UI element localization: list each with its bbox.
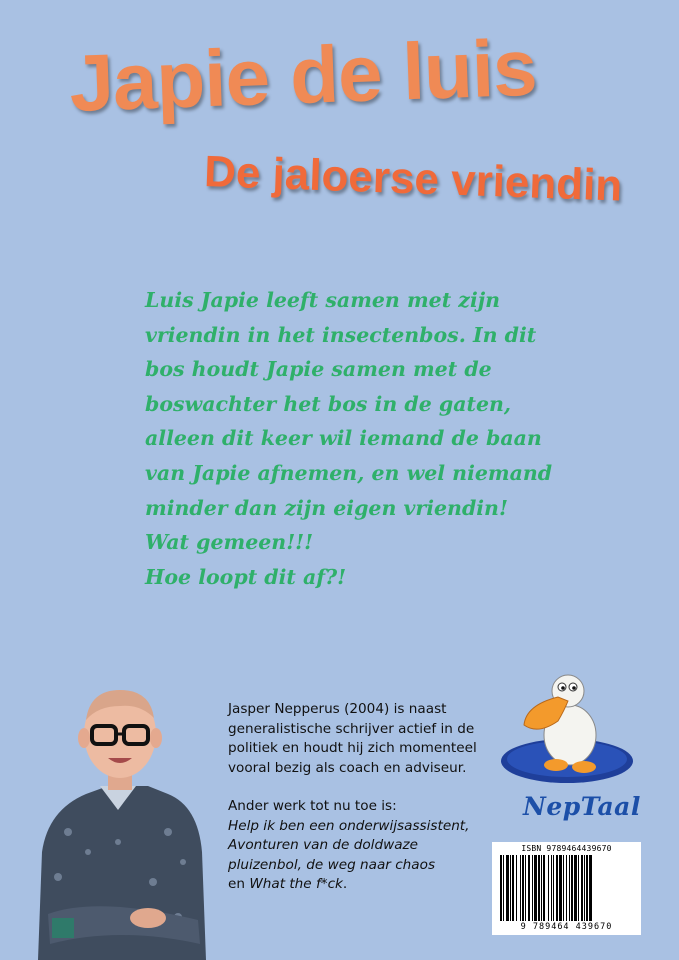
works-line: [228, 875, 469, 895]
blurb-line: Wat gemeen!!!: [145, 530, 314, 555]
blurb-line: van Japie afnemen, en wel niemand: [145, 460, 553, 485]
blurb-line: bos houdt Japie samen met de: [145, 357, 492, 382]
blurb-line: boswachter het bos in de gaten,: [145, 391, 512, 416]
blurb-line: alleen dit keer wil iemand de baan: [145, 426, 542, 451]
barcode-icon: [500, 855, 633, 921]
isbn-label: ISBN 9789464439670: [521, 844, 612, 853]
blurb-text: [145, 283, 565, 594]
blurb-line: vriendin in het insectenbos. In dit: [145, 322, 537, 347]
other-works: [228, 797, 469, 895]
works-line: Help ik ben een onderwijsassistent,: [228, 817, 470, 834]
publisher-name: NepTaal: [523, 792, 641, 821]
works-suffix: .: [342, 876, 348, 892]
barcode-number: 9 789464 439670: [520, 922, 613, 932]
author-bio: [228, 700, 477, 778]
book-subtitle: De jaloerse vriendin: [203, 147, 624, 211]
works-title: What the f*ck: [249, 876, 343, 892]
works-line: pluizenbol, de weg naar chaos: [228, 856, 436, 873]
bio-line: politiek en houdt hij zich momenteel: [228, 740, 477, 756]
works-prefix: en: [228, 876, 250, 892]
bio-line: Jasper Nepperus (2004) is naast: [228, 701, 447, 717]
author-photo: [28, 682, 208, 960]
bio-line: generalistische schrijver actief in de: [228, 720, 475, 737]
blurb-line: Hoe loopt dit af?!: [145, 564, 347, 589]
barcode: [492, 842, 641, 935]
bio-line: vooral bezig als coach en adviseur.: [228, 759, 467, 776]
book-title: Japie de luis: [67, 22, 538, 128]
works-heading: Ander werk tot nu toe is:: [228, 798, 397, 814]
blurb-line: Luis Japie leeft samen met zijn: [145, 288, 501, 312]
blurb-line: minder dan zijn eigen vriendin!: [145, 495, 508, 520]
works-line: Avonturen van de doldwaze: [228, 837, 419, 853]
